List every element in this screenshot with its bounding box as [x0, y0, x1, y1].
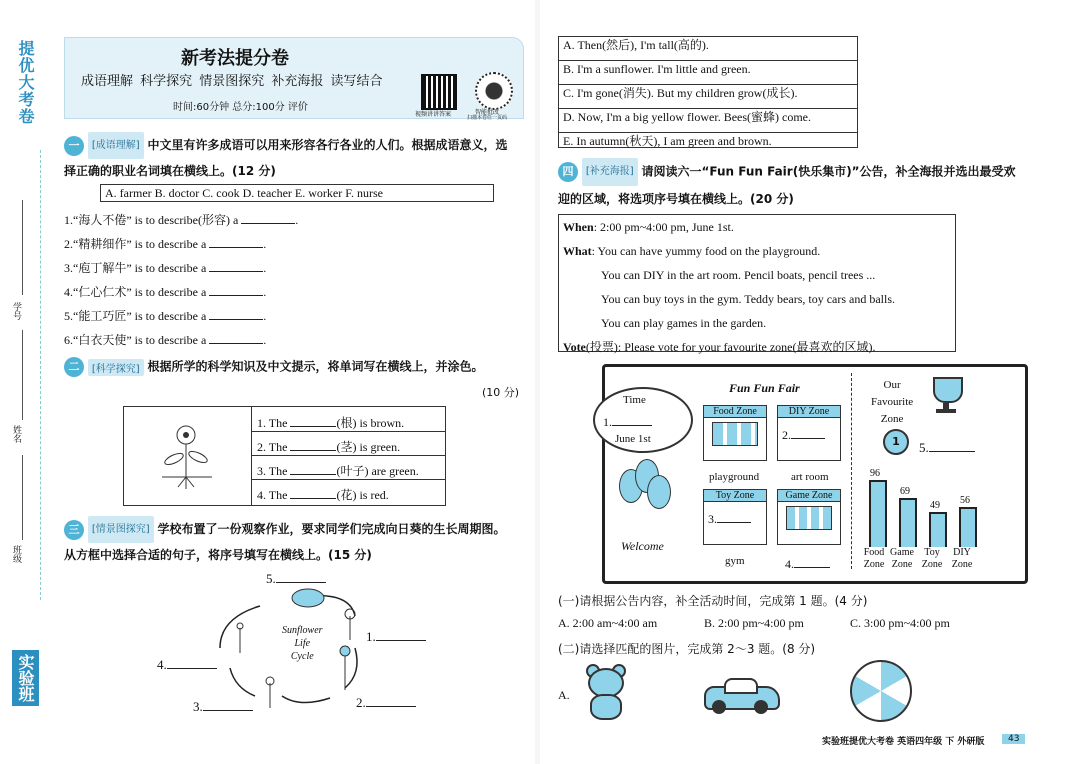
header-box	[64, 37, 524, 119]
vote-bar	[899, 498, 917, 547]
field-id: 学号	[11, 302, 21, 320]
cycle-label-3	[193, 698, 253, 715]
section4-text1: 请阅读六一“Fun Fun Fair(快乐集市)”公告，补全海报并选出最受欢	[641, 164, 1016, 179]
what-line: : You can have yummy food on the playground.	[591, 244, 821, 258]
zone-place: 4.	[785, 557, 794, 571]
zone-name: DIY Zone	[778, 406, 840, 418]
time-blank-row	[603, 413, 652, 430]
qr-code[interactable]	[421, 74, 457, 110]
zone-toy	[703, 489, 767, 545]
cycle-label-5	[266, 570, 326, 587]
section1-item: 1.“海人不倦” is to describe(形容) a .	[64, 213, 299, 227]
vote-value: 56	[960, 495, 970, 506]
section3-text1: 学校布置了一份观察作业，要求同学们完成向日葵的生长周期图。	[157, 522, 506, 536]
bar-label-line: Game	[890, 547, 914, 558]
blank-num: 5.	[919, 440, 929, 455]
cycle-title	[282, 624, 323, 663]
item-hint: (花) is red.	[336, 488, 389, 502]
cycle-label-2	[356, 694, 416, 711]
sub2-label-a: A.	[558, 688, 570, 702]
blank-num: 3.	[708, 512, 717, 526]
cut-line	[40, 150, 41, 600]
section3-text2: 从方框中选择合适的句子，将序号填写在横线上。(15 分)	[64, 548, 372, 562]
answer-blank[interactable]	[203, 698, 253, 711]
bar-label	[917, 547, 947, 571]
zone-game	[777, 489, 841, 545]
blank-num: 2.	[782, 428, 791, 442]
section2-divider1	[252, 431, 445, 432]
section1-tag: [成语理解]	[88, 132, 144, 159]
poster	[602, 364, 1028, 584]
answer-blank[interactable]	[791, 426, 825, 439]
option-item: B. I'm a sunflower. I'm little and green.	[559, 61, 857, 85]
option-item: A. Then(然后), I'm tall(高的).	[559, 37, 857, 61]
vote-bar	[929, 512, 947, 547]
section1-item: 4.“仁心仁术” is to describe a .	[64, 285, 267, 299]
seal-sub: 扫描本卷任一页码	[467, 115, 508, 121]
section1-text2: 择正确的职业名词填在横线上。(12 分)	[64, 164, 276, 178]
what-line: You can buy toys in the gym. Teddy bears, toy cars and balls.	[601, 292, 896, 306]
label-num: 2.	[356, 695, 366, 710]
options-box	[558, 36, 858, 148]
what-line: You can play games in the garden.	[601, 316, 767, 330]
vote-value: 69	[900, 486, 910, 497]
bar-label-line: Zone	[921, 559, 943, 570]
section1-item: 3.“庖丁解牛” is to describe a .	[64, 261, 267, 275]
sub1-option[interactable]: C. 3:00 pm~4:00 pm	[850, 616, 950, 630]
answer-blank[interactable]	[290, 486, 336, 499]
answer-blank[interactable]	[241, 211, 295, 224]
field-class: 班级	[11, 545, 21, 563]
welcome-text: Welcome	[621, 539, 664, 553]
label-num: 5.	[266, 571, 276, 586]
zone-diy	[777, 405, 841, 461]
zone-food	[703, 405, 767, 461]
item-pre: 3. The	[257, 464, 288, 478]
right-page	[540, 0, 1080, 764]
sub1-text: (一)请根据公告内容，补全活动时间，完成第 1 题。(4 分)	[558, 594, 868, 608]
bar-label-line: DIY	[953, 547, 971, 558]
poster-divider	[851, 373, 852, 569]
answer-blank[interactable]	[290, 438, 336, 451]
section1-options: A. farmer B. doctor C. cook D. teacher E. worker F. nurse	[100, 184, 494, 202]
item-text: 5.“能工巧匠” is to describe a	[64, 309, 207, 323]
what-line: You can DIY in the art room. Pencil boats, pencil trees ...	[601, 268, 876, 282]
name-line	[22, 330, 23, 420]
bar-label-line: Zone	[951, 559, 973, 570]
section2-box	[123, 406, 446, 506]
vote-value: 49	[930, 500, 940, 511]
seal-icon	[475, 72, 513, 110]
when-label: When	[563, 220, 594, 234]
section4-heading	[558, 158, 1058, 212]
section3-number: 三	[64, 520, 84, 540]
footer-text: 实验班提优大考卷 英语四年级 下 外研版	[822, 737, 985, 747]
vote-bar	[959, 507, 977, 547]
section1-number: 一	[64, 136, 84, 156]
item-text: 1.“海人不倦” is to describe(形容) a	[64, 213, 239, 227]
section2-divider2	[252, 455, 445, 456]
section3-heading	[64, 516, 524, 568]
beach-ball-icon[interactable]	[850, 660, 912, 722]
section2-heading	[64, 357, 483, 377]
answer-blank[interactable]	[366, 694, 416, 707]
label-num: 1.	[366, 629, 376, 644]
when-text: : 2:00 pm~4:00 pm, June 1st.	[593, 220, 734, 234]
zone-name: Food Zone	[704, 406, 766, 418]
sub1-option[interactable]: B. 2:00 pm~4:00 pm	[704, 616, 804, 630]
answer-blank[interactable]	[209, 259, 263, 272]
section1-text1: 中文里有许多成语可以用来形容各行各业的人们。根据成语意义，选	[147, 138, 508, 152]
item-text: 6.“白衣天使” is to describe a	[64, 333, 207, 347]
cycle-line: Life	[294, 638, 311, 649]
option-item: E. In autumn(秋天), I am green and brown.	[563, 134, 772, 148]
sidebar	[0, 0, 52, 764]
teddy-bear-icon[interactable]	[582, 664, 628, 720]
answer-blank[interactable]	[167, 656, 217, 669]
section1-items	[64, 211, 298, 355]
bar-label-line: Food	[863, 547, 885, 558]
bar-label	[859, 547, 889, 571]
option-item: C. I'm gone(消失). But my children grow(成长).	[559, 85, 857, 109]
answer-blank[interactable]	[209, 235, 263, 248]
section2-item	[257, 414, 419, 438]
item-text: 2.“精耕细作” is to describe a	[64, 237, 207, 251]
item-text: 3.“庖丁解牛” is to describe a	[64, 261, 207, 275]
section2-tag: [科学探究]	[88, 359, 144, 376]
item-pre: 4. The	[257, 488, 288, 502]
section2-items	[257, 414, 419, 510]
header-meta: 时间:60分钟 总分:100分 评价	[173, 102, 308, 113]
answer-blank[interactable]	[290, 414, 336, 427]
item-pre: 2. The	[257, 440, 288, 454]
notice-what	[563, 239, 955, 263]
fav-line: Our	[883, 379, 901, 391]
answer-blank[interactable]	[209, 283, 263, 296]
item-hint: (茎) is green.	[336, 440, 401, 454]
header-subtitle: 成语理解 科学探究 情景图探究 补充海报 读写结合	[81, 74, 383, 89]
section2-divider3	[252, 479, 445, 480]
id-line	[22, 200, 23, 295]
bar-label	[887, 547, 917, 571]
plant-image	[124, 407, 252, 505]
section2-item	[257, 438, 419, 462]
section1-item: 5.“能工巧匠” is to describe a .	[64, 309, 267, 323]
notice-when	[563, 215, 955, 239]
item-pre: 1. The	[257, 416, 288, 430]
option-item: D. Now, I'm a big yellow flower. Bees(蜜蜂) come.	[559, 109, 857, 133]
diy-blank-row	[778, 418, 840, 443]
answer-blank[interactable]	[209, 331, 263, 344]
game-icon	[786, 506, 832, 530]
brand-top: 提优大考卷	[16, 40, 35, 125]
date-text: June 1st	[615, 433, 651, 445]
cycle-line: Sunflower	[282, 625, 323, 636]
seal-text: 智能批改	[475, 109, 500, 116]
class-line	[22, 455, 23, 540]
answer-blank[interactable]	[794, 555, 830, 568]
bar-label-line: Toy	[924, 547, 940, 558]
section2-number: 二	[64, 357, 84, 377]
section2-score: (10 分)	[482, 386, 520, 399]
section2-item	[257, 462, 419, 486]
fav-line: Zone	[880, 413, 904, 425]
vote-chart	[861, 465, 1021, 547]
section4-text2: 迎的区域，将选项序号填在横线上。(20 分)	[558, 192, 794, 206]
poster-title: Fun Fun Fair	[729, 381, 800, 395]
sub2-text: (二)请选择匹配的图片，完成第 2～3 题。(8 分)	[558, 642, 816, 656]
header-title: 新考法提分卷	[181, 48, 289, 69]
answer-blank[interactable]	[276, 570, 326, 583]
cycle-label-4	[157, 656, 217, 673]
bar-label	[947, 547, 977, 571]
flower-plant-icon	[124, 407, 251, 505]
zone-name: Game Zone	[778, 490, 840, 502]
zone-place: gym	[725, 555, 745, 567]
zone-name: Toy Zone	[704, 490, 766, 502]
answer-blank[interactable]	[612, 413, 652, 426]
vote-value: 96	[870, 468, 880, 479]
item-hint: (叶子) are green.	[336, 464, 419, 478]
poster-time-bubble	[593, 387, 693, 453]
zone-place: art room	[791, 471, 829, 483]
section1-item: 2.“精耕细作” is to describe a .	[64, 237, 267, 251]
fav-title	[871, 377, 913, 428]
section1-item: 6.“白衣天使” is to describe a .	[64, 333, 267, 347]
section1-heading	[64, 132, 524, 184]
bar-label-line: Zone	[863, 559, 885, 570]
cycle-label-1	[366, 628, 426, 645]
cycle-line: Cycle	[290, 651, 314, 662]
section3-tag: [情景图探究]	[88, 516, 154, 543]
toy-car-icon[interactable]	[704, 676, 780, 714]
zone-place: playground	[709, 471, 760, 483]
fav-line: Favourite	[871, 396, 914, 408]
sub1-option[interactable]: A. 2:00 am~4:00 am	[558, 616, 658, 630]
medal-icon: 1	[883, 429, 909, 455]
label-num: 3.	[193, 699, 203, 714]
answer-blank[interactable]	[376, 628, 426, 641]
notice-box	[558, 214, 956, 352]
food-icon	[712, 422, 758, 446]
section2-text: 根据所学的科学知识及中文提示，将单词写在横线上，并涂色。	[147, 359, 484, 374]
section2-item	[257, 486, 419, 510]
item-text: 4.“仁心仁术” is to describe a	[64, 285, 207, 299]
left-page	[0, 0, 535, 764]
answer-blank[interactable]	[717, 510, 751, 523]
fav-blank-row	[919, 439, 975, 456]
vote-label: Vote	[563, 340, 586, 354]
game-place-row	[785, 555, 830, 572]
page-number: 43	[1002, 734, 1025, 744]
item-hint: (根) is brown.	[336, 416, 405, 430]
time-label: Time	[623, 394, 646, 406]
time-blank-num: 1.	[603, 415, 612, 429]
what-label: What	[563, 244, 592, 258]
section4-number: 四	[558, 162, 578, 182]
vote-bar	[869, 480, 887, 547]
field-name: 姓名	[11, 425, 21, 443]
answer-blank[interactable]	[209, 307, 263, 320]
notice-vote	[563, 335, 955, 359]
answer-blank[interactable]	[929, 439, 975, 452]
vote-text: (投票): Please vote for your favourite zone(最喜欢的区域).	[585, 340, 876, 354]
section4-tag: [补充海报]	[582, 158, 638, 186]
label-num: 4.	[157, 657, 167, 672]
bar-label-line: Zone	[891, 559, 913, 570]
trophy-icon	[933, 377, 959, 413]
qr-label: 视频讲讲答案	[415, 111, 452, 118]
brand-bottom: 实验班	[12, 650, 39, 706]
answer-blank[interactable]	[290, 462, 336, 475]
toy-blank-row	[704, 502, 766, 527]
